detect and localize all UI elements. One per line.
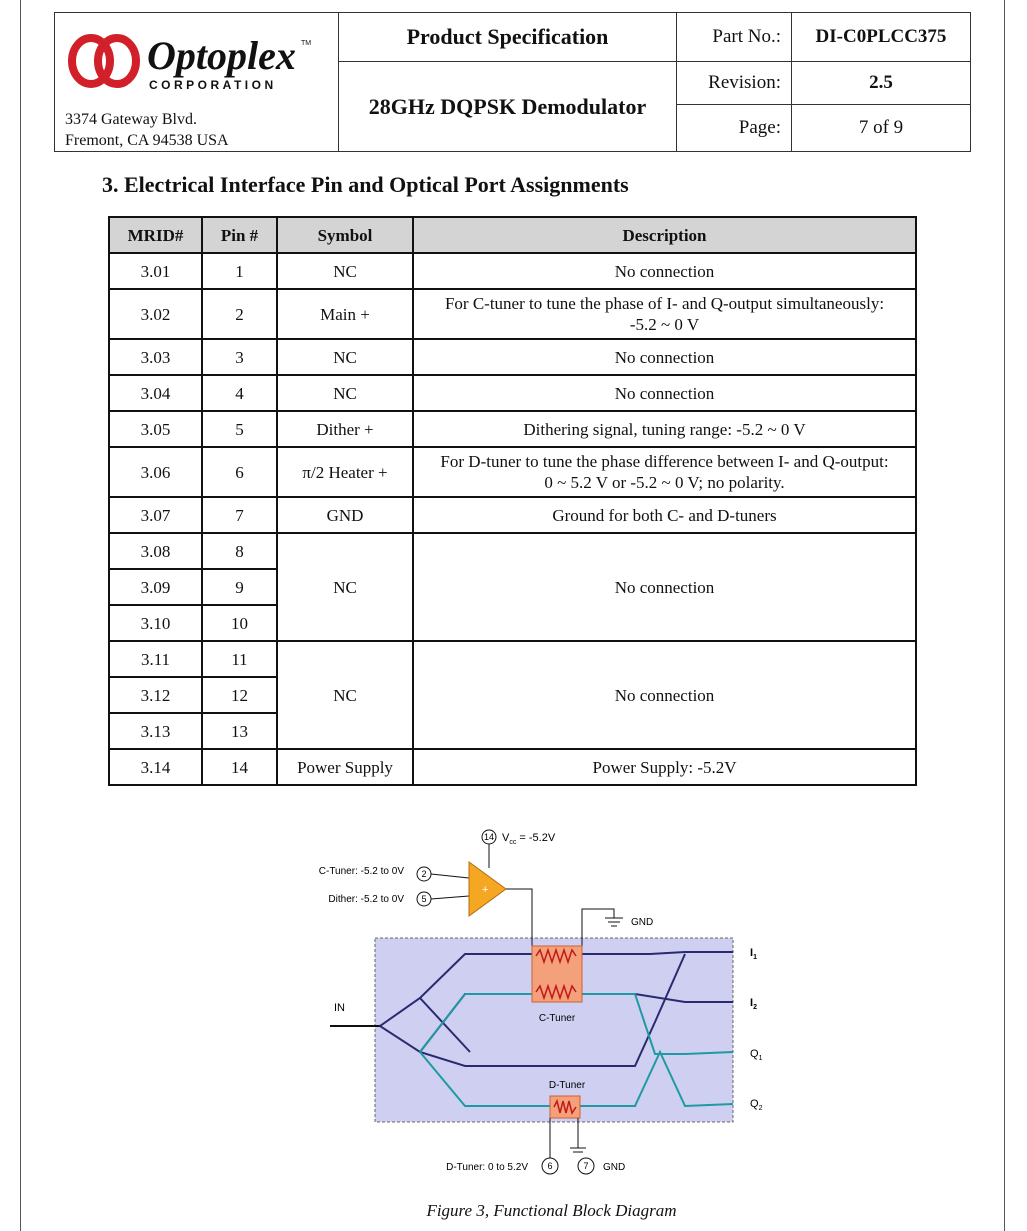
cell-mrid: 3.08: [109, 533, 202, 569]
cell-mrid: 3.02: [109, 289, 202, 339]
trademark: TM: [301, 40, 312, 47]
company-address: [65, 109, 229, 151]
cell-mrid: 3.12: [109, 677, 202, 713]
company-name: Optoplex: [147, 33, 296, 78]
cell-description: No connection: [413, 339, 916, 375]
functional-block-diagram: [300, 822, 780, 1182]
cell-mrid: 3.13: [109, 713, 202, 749]
amplifier-sign: +: [482, 884, 489, 896]
cell-description: Ground for both C- and D-tuners: [413, 497, 916, 533]
cell-symbol-group-1: NC: [277, 533, 413, 641]
address-line-2: Fremont, CA 94538 USA: [65, 132, 229, 149]
col-header-description: Description: [413, 217, 916, 253]
cell-mrid: 3.05: [109, 411, 202, 447]
gnd-top-label: GND: [631, 917, 654, 928]
page-frame-left: [20, 0, 21, 1231]
dtuner-input-label: D-Tuner: 0 to 5.2V: [446, 1162, 528, 1173]
dither-wire: [431, 896, 469, 899]
table-row: [109, 339, 916, 375]
cell-description: No connection: [413, 253, 916, 289]
page-label: Page:: [677, 105, 792, 152]
amp-output-wire: [506, 889, 532, 946]
cell-symbol: Power Supply: [277, 749, 413, 785]
cell-pin: 9: [202, 569, 277, 605]
table-row: [109, 411, 916, 447]
ctuner-wire: [431, 874, 469, 878]
figure-caption: Figure 3, Functional Block Diagram: [426, 1201, 677, 1220]
pin-table: [108, 216, 917, 786]
col-header-pin: Pin #: [202, 217, 277, 253]
cell-symbol: π/2 Heater +: [277, 447, 413, 497]
description-line-1: For C-tuner to tune the phase of I- and Q-output simultaneously:: [444, 294, 885, 313]
description-line-1: For D-tuner to tune the phase difference between I- and Q-output:: [440, 452, 889, 471]
cell-mrid: 3.03: [109, 339, 202, 375]
ctuner-label: C-Tuner: [538, 1013, 576, 1024]
ctuner-input-label: C-Tuner: -5.2 to 0V: [318, 866, 404, 877]
cell-symbol: NC: [277, 253, 413, 289]
table-row: [109, 749, 916, 785]
cell-pin: 3: [202, 339, 277, 375]
page-frame-right: [1004, 0, 1005, 1231]
vcc-label: $V_{cc} = -5.2V$: [502, 832, 556, 846]
dtuner-pin-number: 6: [547, 1161, 553, 1171]
optoplex-logo: [65, 31, 315, 93]
cell-mrid: 3.01: [109, 253, 202, 289]
cell-pin: 13: [202, 713, 277, 749]
cell-symbol: NC: [277, 375, 413, 411]
cell-symbol-group-2: NC: [277, 641, 413, 749]
cell-mrid: 3.07: [109, 497, 202, 533]
part-label: Part No.:: [677, 13, 792, 62]
dtuner-label: D-Tuner: [548, 1080, 586, 1091]
cell-mrid: 3.04: [109, 375, 202, 411]
logo-cell: [55, 13, 339, 152]
cell-pin: 4: [202, 375, 277, 411]
cell-symbol: Main +: [277, 289, 413, 339]
cell-description: [413, 289, 916, 339]
col-header-mrid: MRID#: [109, 217, 202, 253]
page-value: 7 of 9: [792, 105, 971, 152]
document-header: [54, 12, 971, 152]
cell-mrid: 3.06: [109, 447, 202, 497]
cell-mrid: 3.10: [109, 605, 202, 641]
description-line-2: 0 ~ 5.2 V or -5.2 ~ 0 V; no polarity.: [544, 473, 785, 492]
cell-mrid: 3.09: [109, 569, 202, 605]
cell-pin: 11: [202, 641, 277, 677]
cell-symbol: GND: [277, 497, 413, 533]
table-row: [109, 447, 916, 497]
cell-symbol: Dither +: [277, 411, 413, 447]
revision-value: 2.5: [792, 62, 971, 105]
gnd-pin-number: 7: [583, 1161, 589, 1171]
cell-description: No connection: [413, 375, 916, 411]
cell-description: Dithering signal, tuning range: -5.2 ~ 0 V: [413, 411, 916, 447]
company-sub: CORPORATION: [149, 78, 277, 92]
cell-pin: 1: [202, 253, 277, 289]
doc-type: Product Specification: [339, 13, 677, 62]
description-line-2: -5.2 ~ 0 V: [629, 315, 700, 334]
cell-pin: 6: [202, 447, 277, 497]
in-label: IN: [334, 1002, 345, 1014]
cell-description: [413, 447, 916, 497]
cell-pin: 7: [202, 497, 277, 533]
ctuner-pin-number: 2: [421, 869, 427, 879]
product-name: 28GHz DQPSK Demodulator: [339, 62, 677, 152]
cell-pin: 10: [202, 605, 277, 641]
output-q1: $Q_1$: [750, 1048, 763, 1062]
table-row: [109, 375, 916, 411]
cell-description: Power Supply: -5.2V: [413, 749, 916, 785]
cell-pin: 8: [202, 533, 277, 569]
section-title: 3. Electrical Interface Pin and Optical Port Assignments: [102, 172, 629, 197]
output-i1: $I_1$: [750, 947, 757, 961]
output-i2: $I_2$: [750, 997, 757, 1011]
cell-pin: 12: [202, 677, 277, 713]
table-header-row: [109, 217, 916, 253]
cell-symbol: NC: [277, 339, 413, 375]
cell-description-group-2: No connection: [413, 641, 916, 749]
cell-mrid: 3.11: [109, 641, 202, 677]
table-row: [109, 253, 916, 289]
cell-pin: 14: [202, 749, 277, 785]
dither-pin-number: 5: [421, 894, 427, 904]
cell-description-group-1: No connection: [413, 533, 916, 641]
table-row: [109, 289, 916, 339]
vcc-pin-number: 14: [483, 832, 495, 842]
table-row: [109, 533, 916, 569]
cell-mrid: 3.14: [109, 749, 202, 785]
table-row: [109, 497, 916, 533]
col-header-symbol: Symbol: [277, 217, 413, 253]
revision-label: Revision:: [677, 62, 792, 105]
output-q2: $Q_2$: [750, 1098, 763, 1112]
table-row: [109, 641, 916, 677]
dither-input-label: Dither: -5.2 to 0V: [328, 894, 404, 905]
gnd-bottom-label: GND: [603, 1162, 626, 1173]
address-line-1: 3374 Gateway Blvd.: [65, 111, 197, 128]
cell-pin: 5: [202, 411, 277, 447]
part-value: DI-C0PLCC375: [792, 13, 971, 62]
cell-pin: 2: [202, 289, 277, 339]
